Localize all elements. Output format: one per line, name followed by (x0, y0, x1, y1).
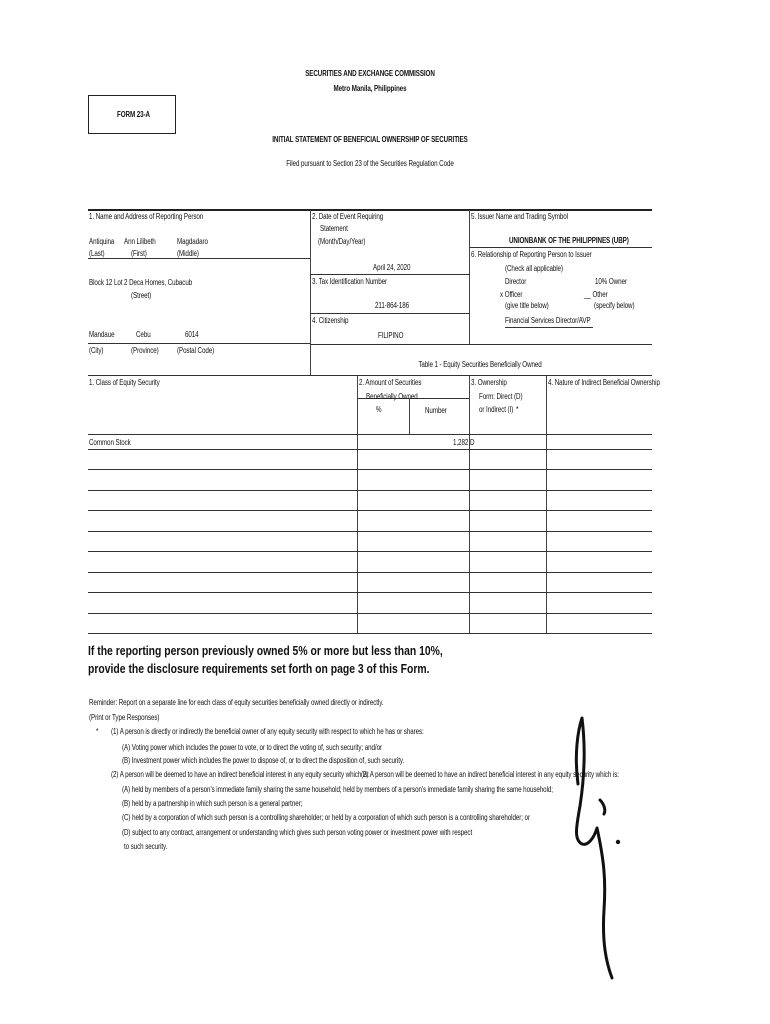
col-amount-header: 2. Amount of Securities (359, 378, 422, 387)
table-row-rule (88, 490, 652, 491)
col-ownership-header-2: Form: Direct (D) (479, 392, 523, 401)
last-name: Antiquina (89, 237, 115, 246)
rule-tin (310, 313, 470, 314)
citizenship-value: FILIPINO (378, 331, 404, 340)
table-row-rule (88, 469, 652, 470)
print-note: (Print or Type Responses) (89, 713, 160, 722)
handwritten-signature (560, 710, 640, 985)
reminder-item-1b: (B) Investment power which includes the power to dispose of, or to direct the disposition of, such security. (122, 756, 405, 765)
rule-table-top (88, 375, 652, 376)
street-address: Block 12 Lot 2 Deca Homes, Cubacub (89, 278, 193, 287)
reminder-item-2d-cont: to such security. (124, 842, 168, 851)
table-row-rule (88, 592, 652, 593)
col-ownership-header: 3. Ownership (471, 378, 507, 387)
middle-name: Magdadaro (177, 237, 208, 246)
section5-label: 5. Issuer Name and Trading Symbol (471, 212, 568, 221)
rule-city (88, 343, 310, 344)
divider-col-b (469, 210, 470, 345)
table-col-2-split (409, 398, 410, 434)
col-pct-header: % (376, 405, 382, 414)
postal-code: 6014 (185, 330, 199, 339)
rule-date (310, 274, 470, 275)
col-class-header: 1. Class of Equity Security (89, 378, 160, 387)
divider-col-a (310, 210, 311, 376)
table-row-rule (88, 551, 652, 552)
col-ownership-header-3: or Indirect (I) (479, 405, 514, 414)
province-label: (Province) (131, 346, 159, 355)
section2-label-3: (Month/Day/Year) (318, 237, 366, 246)
notice-line-2: provide the disclosure requirements set forth on page 3 of this Form. (88, 661, 430, 676)
table1-title: Table 1 - Equity Securities Beneficially Owned (418, 360, 542, 369)
issuer-name: UNIONBANK OF THE PHILIPPINES (UBP) (509, 236, 629, 245)
section6-label: 6. Relationship of Reporting Person to Issuer (471, 250, 592, 259)
first-label: (First) (131, 249, 147, 258)
security-ownership-form: D (470, 438, 475, 447)
director-option: Director (505, 277, 527, 286)
reminder-item-2d: (D) subject to any contract, arrangement or understanding which gives such person voting power or investment power with respect (122, 828, 473, 837)
city-label: (City) (89, 346, 104, 355)
table-row-rule (88, 434, 652, 435)
section2-label: 2. Date of Event Requiring (312, 212, 384, 221)
reminder-line: Reminder: Report on a separate line for each class of equity securities beneficially owned directly or indirectly. (89, 698, 384, 707)
reminder-item-2-dup: (2) A person will be deemed to have an indirect beneficial interest in any equity security which is: (361, 770, 619, 779)
security-class: Common Stock (89, 438, 131, 447)
notice-line-1: If the reporting person previously owned 5% or more but less than 10%, (88, 643, 443, 658)
other-note: (specify below) (594, 301, 635, 310)
section2-label-2: Statement (320, 224, 348, 233)
officer-option: x Officer (500, 290, 523, 299)
reminder-item-1a: (A) Voting power which includes the power to vote, or to direct the voting of, such security; and/or (122, 743, 382, 752)
table-row-rule (88, 572, 652, 573)
last-label: (Last) (89, 249, 105, 258)
reminder-star: * (96, 727, 99, 736)
other-option: __ Other (584, 290, 608, 299)
reminder-item-2: (2) A person will be deemed to have an indirect beneficial interest in any equity security which is: (111, 770, 369, 779)
agency-name: SECURITIES AND EXCHANGE COMMISSION (305, 69, 435, 78)
officer-title: Financial Services Director/AVP (505, 316, 591, 325)
form-subtitle: Filed pursuant to Section 23 of the Securities Regulation Code (286, 159, 454, 168)
col-amount-header-2: Beneficially Owned (366, 392, 418, 401)
first-name: Ann Lilibeth (124, 237, 156, 246)
col-number-header: Number (425, 406, 447, 415)
table-row-rule (88, 531, 652, 532)
officer-note: (give title below) (505, 301, 549, 310)
table-row-rule (88, 633, 652, 634)
reminder-item-2a: (A) held by members of a person's immediate family sharing the same household; held by members of a person's immediate family sharing the same household; (122, 785, 553, 794)
rule-name-row (88, 258, 310, 259)
form-label: FORM 23-A (117, 110, 150, 119)
reminder-item-1: (1) A person is directly or indirectly the beneficial owner of any equity security with respect to which he has or shares: (111, 727, 424, 736)
col-nature-header: 4. Nature of Indirect Beneficial Ownership (548, 378, 660, 387)
province: Cebu (136, 330, 151, 339)
reminder-item-2c: (C) held by a corporation of which such person is a controlling shareholder; or held by a corporation of which such person is a controlling shareholder; or (122, 813, 530, 822)
table-col-3 (469, 376, 470, 634)
security-number: 1,282 (453, 438, 469, 447)
agency-location: Metro Manila, Philippines (333, 84, 407, 93)
middle-label: (Middle) (177, 249, 199, 258)
check-note: (Check all applicable) (505, 264, 563, 273)
ten-pct-owner-option: 10% Owner (595, 277, 627, 286)
table-row-rule (88, 449, 652, 450)
reminder-item-2b: (B) held by a partnership in which such person is a general partner; (122, 799, 303, 808)
table-col-2 (357, 376, 358, 634)
postal-label: (Postal Code) (177, 346, 215, 355)
section3-label: 3. Tax Identification Number (312, 277, 388, 286)
table-row-rule (88, 510, 652, 511)
top-rule (88, 209, 652, 211)
rule-citizenship (310, 344, 652, 345)
table-col-4 (546, 376, 547, 634)
event-date: April 24, 2020 (373, 263, 411, 272)
col-ownership-star: * (516, 405, 519, 414)
form-title: INITIAL STATEMENT OF BENEFICIAL OWNERSHIP OF SECURITIES (272, 135, 468, 144)
officer-title-underline (505, 327, 593, 328)
rule-issuer (469, 247, 652, 248)
section1-label: 1. Name and Address of Reporting Person (89, 212, 204, 221)
section4-label: 4. Citizenship (312, 316, 349, 325)
street-label: (Street) (131, 291, 152, 300)
tin-value: 211-864-186 (375, 301, 410, 310)
city: Mandaue (89, 330, 115, 339)
table-row-rule (88, 613, 652, 614)
